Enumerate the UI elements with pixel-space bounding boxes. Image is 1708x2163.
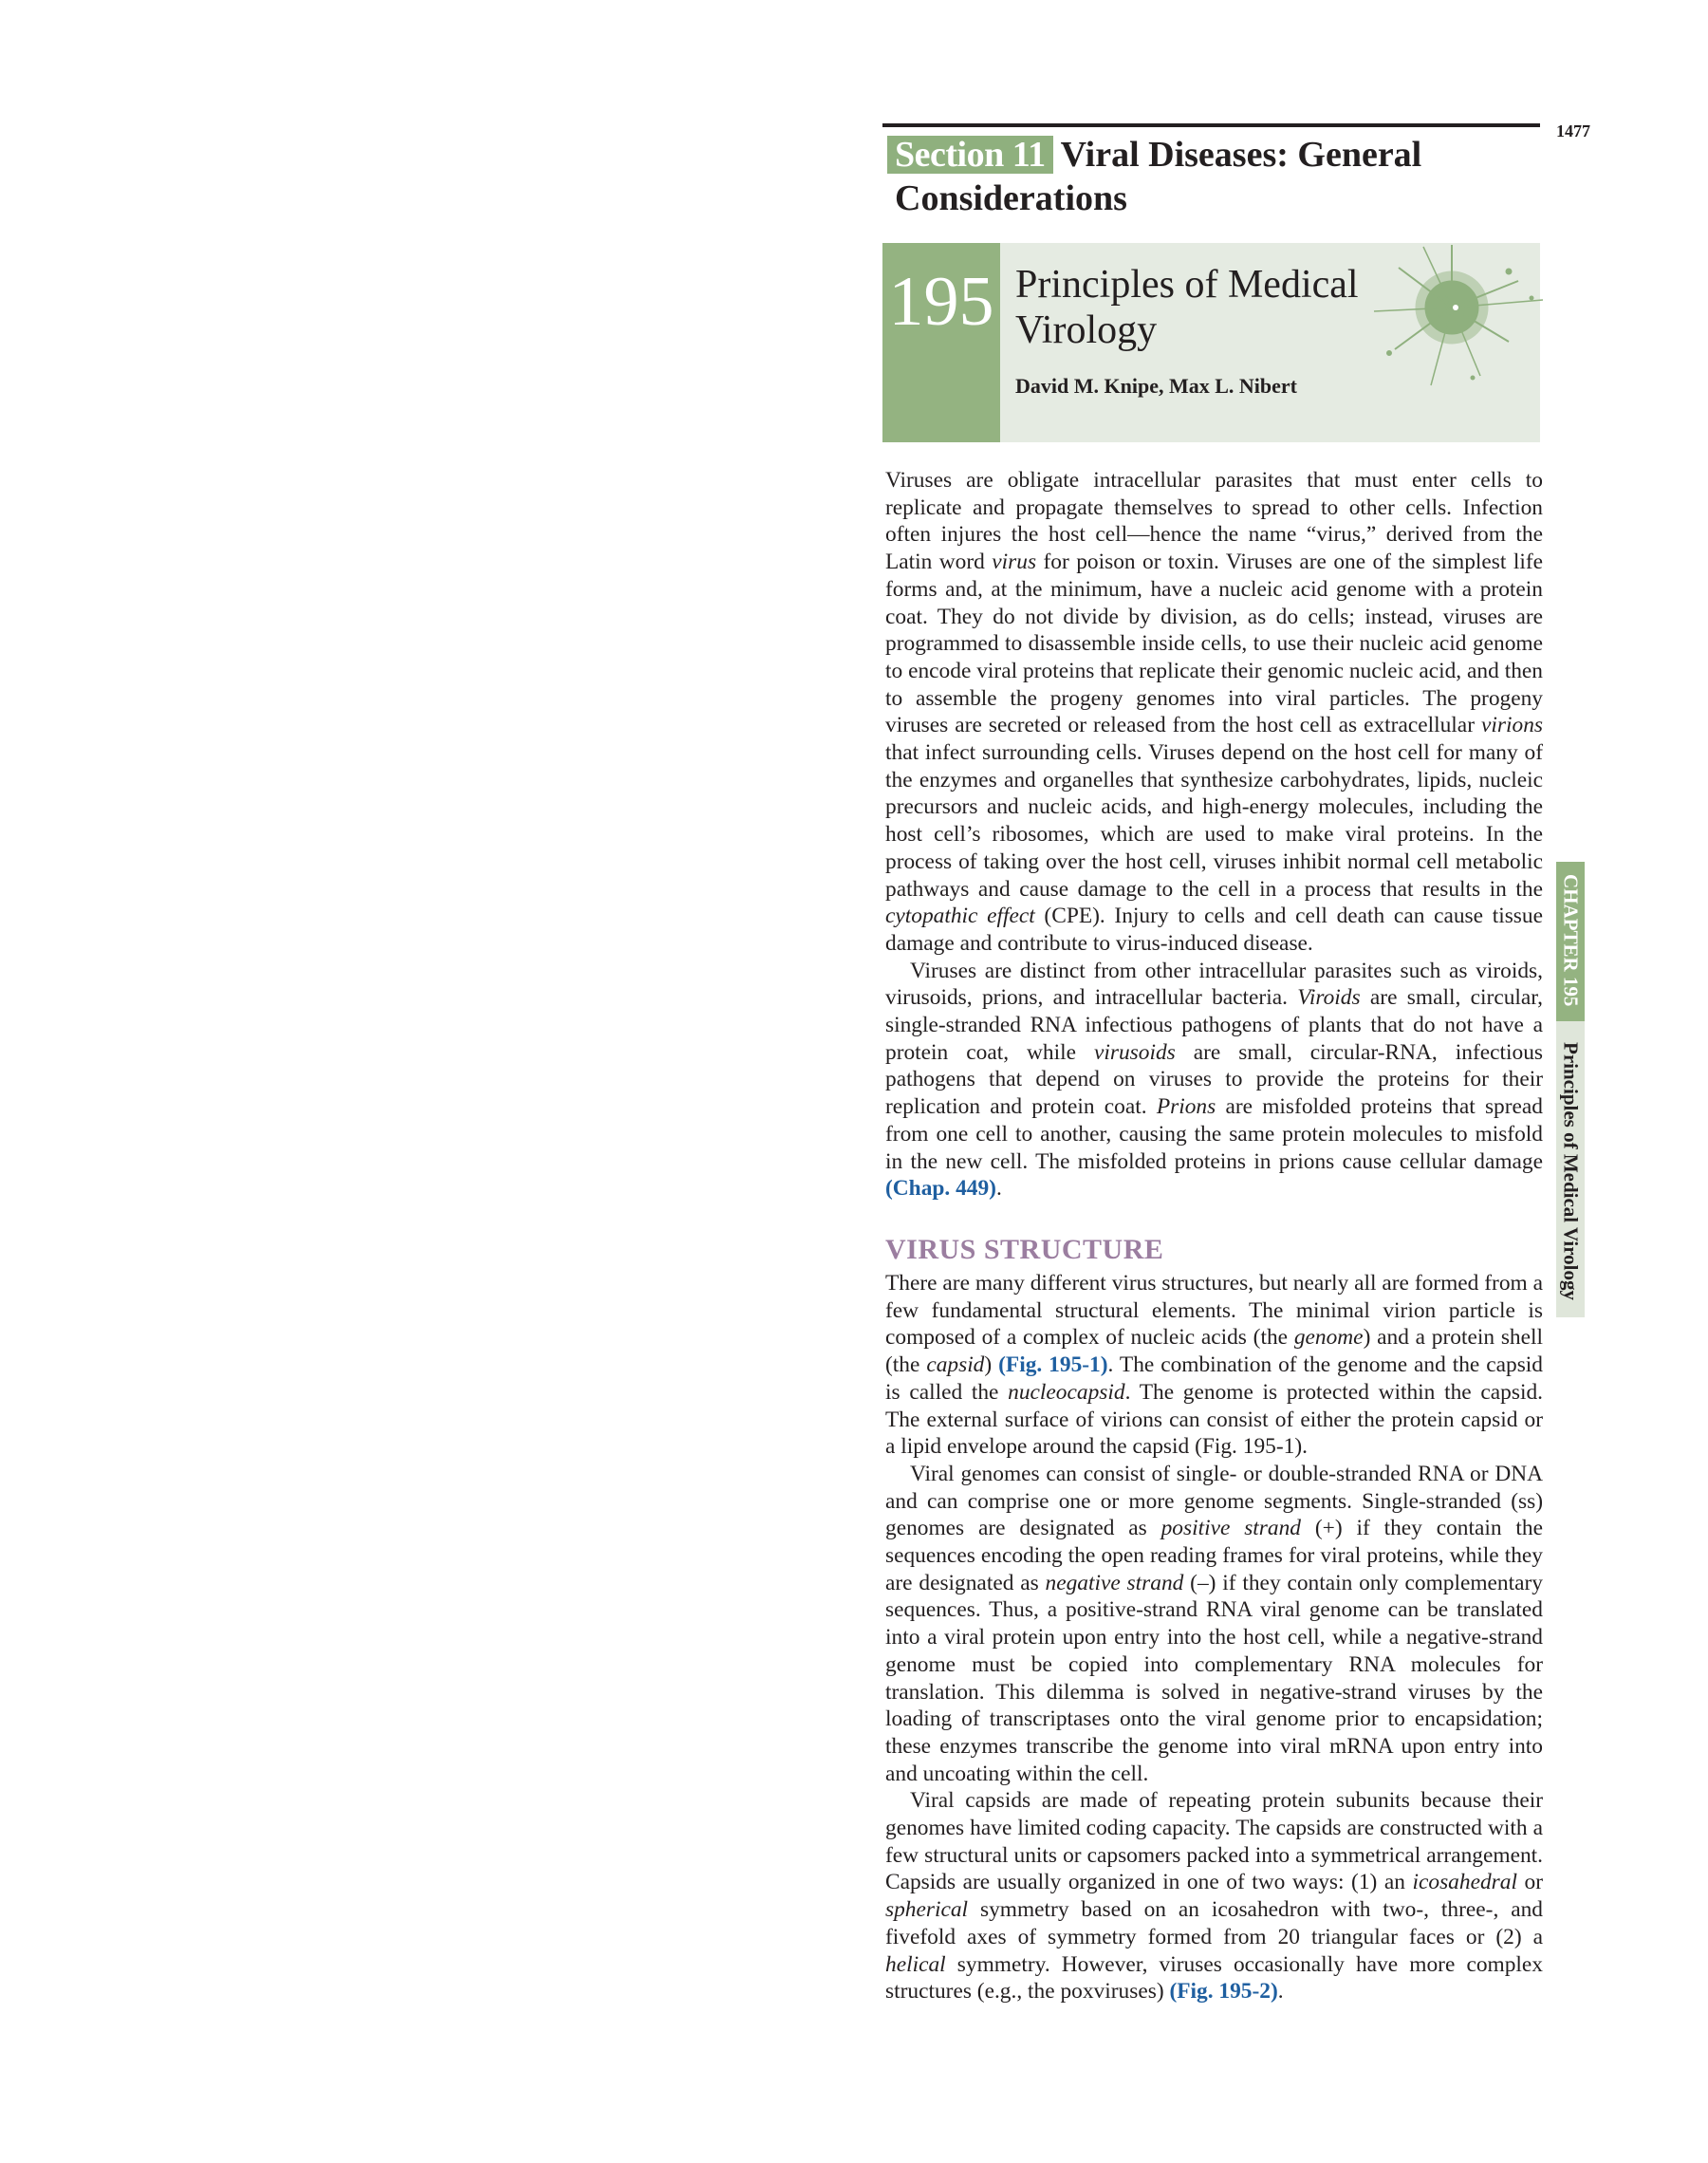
chapter-cross-reference-link[interactable]: (Chap. 449) — [885, 1176, 996, 1202]
side-tab-chapter-title: Principles of Medical Virology — [1559, 1041, 1583, 1300]
chapter-title: Principles of Medical Virology — [1015, 263, 1359, 352]
italic-term: Prions — [1156, 1094, 1216, 1120]
italic-term: genome — [1293, 1325, 1364, 1351]
text-run: Viruses are distinct from other intracellular parasites such as viroids, virusoids, prions, and intracellular bacteria. — [885, 958, 1543, 1011]
text-run: Viral genomes can consist of single- or double-stranded RNA or DNA and can comprise one or more genome segments. Single-stranded (ss) genomes are designated as — [885, 1461, 1543, 1541]
italic-term: spherical — [885, 1897, 969, 1923]
text-run: . — [1277, 1979, 1284, 2005]
structure-paragraph-2 — [885, 1461, 1543, 1787]
text-run: are small, circular, single-stranded RNA infectious pathogens of plants that do not have a protein coat, while — [885, 985, 1543, 1065]
figure-cross-reference-link[interactable]: (Fig. 195-1) — [998, 1352, 1108, 1378]
text-run: or — [1516, 1870, 1543, 1895]
text-run: (CPE). Injury to cells and cell death can cause tissue damage and contribute to virus-induced disease. — [885, 904, 1543, 956]
italic-term: capsid — [926, 1352, 985, 1378]
italic-term: Viroids — [1297, 985, 1361, 1011]
chapter-number-block — [882, 243, 1000, 442]
text-run: . — [995, 1176, 1002, 1202]
side-tab — [1556, 862, 1585, 1317]
page-number: 1477 — [1556, 121, 1590, 140]
section-title-line1: Viral Diseases: General — [1060, 135, 1422, 175]
text-run: . The genome is protected within the capsid. The external surface of virions can consist of either the protein capsid or a lipid envelope around the capsid (Fig. 195-1). — [885, 1379, 1543, 1460]
text-run: . The combination of the genome and the capsid is called the — [885, 1352, 1543, 1405]
figure-cross-reference-link[interactable]: (Fig. 195-2) — [1169, 1979, 1278, 2005]
text-run: ) and a protein shell (the — [885, 1325, 1543, 1378]
text-run: are misfolded proteins that spread from one cell to another, causing the same protein molecules to misfold in the new cell. The misfolded proteins in prions cause cellular damage — [885, 1094, 1543, 1174]
side-tab-chapter-label: CHAPTER 195 — [1559, 874, 1583, 1007]
intro-text — [885, 467, 1543, 1203]
section-header — [887, 133, 1551, 220]
italic-term: virus — [992, 550, 1037, 575]
text-run: Viruses are obligate intracellular parasites that must enter cells to replicate and propagate themselves to spread to other cells. Infection often injures the host cell—hence the name “virus,” derived from the Latin word — [885, 468, 1543, 575]
italic-term: helical — [885, 1951, 946, 1977]
text-run: that infect surrounding cells. Viruses depend on the host cell for many of the enzymes and organelles that synthesize carbohydrates, lipids, nucleic precursors and nucleic acids, and high-energy molecules, including the host cell’s ribosomes, which are used to make viral proteins. In the process of taking over the host cell, viruses inhibit normal cell metabolic pathways and cause damage to the cell in a process that results in the — [885, 740, 1543, 902]
chapter-authors: David M. Knipe, Max L. Nibert — [1015, 374, 1297, 398]
text-run: symmetry. However, viruses occasionally have more complex structures (e.g., the poxviruses) — [885, 1951, 1543, 2005]
chapter-header-box — [882, 243, 1540, 442]
structure-paragraph-3 — [885, 1787, 1543, 2005]
intro-paragraph-1 — [885, 467, 1543, 958]
italic-term: cytopathic effect — [885, 904, 1035, 929]
italic-term: icosahedral — [1412, 1870, 1517, 1895]
italic-term: negative strand — [1045, 1570, 1184, 1595]
text-run: (+) if they contain the sequences encoding the open reading frames for viral proteins, while they are designated as — [885, 1516, 1543, 1595]
top-rule — [882, 123, 1540, 127]
text-run: There are many different virus structures, but nearly all are formed from a few fundamental structural elements. The minimal virion particle is composed of a complex of nucleic acids (the — [885, 1271, 1543, 1351]
text-run: Viral capsids are made of repeating protein subunits because their genomes have limited coding capacity. The capsids are constructed with a few structural units or capsomers packed into a symmetrical arrangement. Capsids are usually organized in one of two ways: (1) an — [885, 1788, 1543, 1895]
virus-splash-icon — [1357, 243, 1547, 404]
text-run: symmetry based on an icosahedron with two-, three-, and fivefold axes of symmetry formed from 20 triangular faces or (2) a — [885, 1897, 1543, 1949]
section-tag: Section 11 — [887, 136, 1053, 174]
intro-paragraph-2 — [885, 958, 1543, 1203]
section-title-line2: Considerations — [895, 178, 1127, 218]
chapter-number: 195 — [888, 263, 994, 341]
text-run: ) — [984, 1352, 999, 1378]
virus-structure-text — [885, 1270, 1543, 2005]
italic-term: virions — [1481, 713, 1543, 738]
text-run: for poison or toxin. Viruses are one of the simplest life forms and, at the minimum, have a nucleic acid genome with a protein coat. They do not divide by division, as do cells; instead, viruses are programmed to disassemble inside cells, to use their nucleic acid genome to encode viral proteins that replicate their genomic nucleic acid, and then to assemble the progeny genomes into viral particles. The progeny viruses are secreted or released from the host cell as extracellular — [885, 550, 1543, 738]
text-run: are small, circular-RNA, infectious pathogens that depend on viruses to provide the proteins for their replication and protein coat. — [885, 1039, 1543, 1120]
structure-paragraph-1 — [885, 1270, 1543, 1461]
italic-term: virusoids — [1093, 1039, 1176, 1065]
italic-term: nucleocapsid — [1008, 1379, 1125, 1405]
italic-term: positive strand — [1160, 1516, 1301, 1541]
text-run: (–) if they contain only complementary sequences. Thus, a positive-strand RNA viral genome can be translated into a viral protein upon entry into the host cell, while a negative-strand genome must be copied into complementary RNA molecules for translation. This dilemma is solved in negative-strand viruses by the loading of transcriptases onto the viral genome prior to encapsidation; these enzymes transcribe the genome into viral mRNA upon entry into and uncoating within the cell. — [885, 1570, 1543, 1786]
virus-structure-heading: VIRUS STRUCTURE — [885, 1234, 1164, 1265]
